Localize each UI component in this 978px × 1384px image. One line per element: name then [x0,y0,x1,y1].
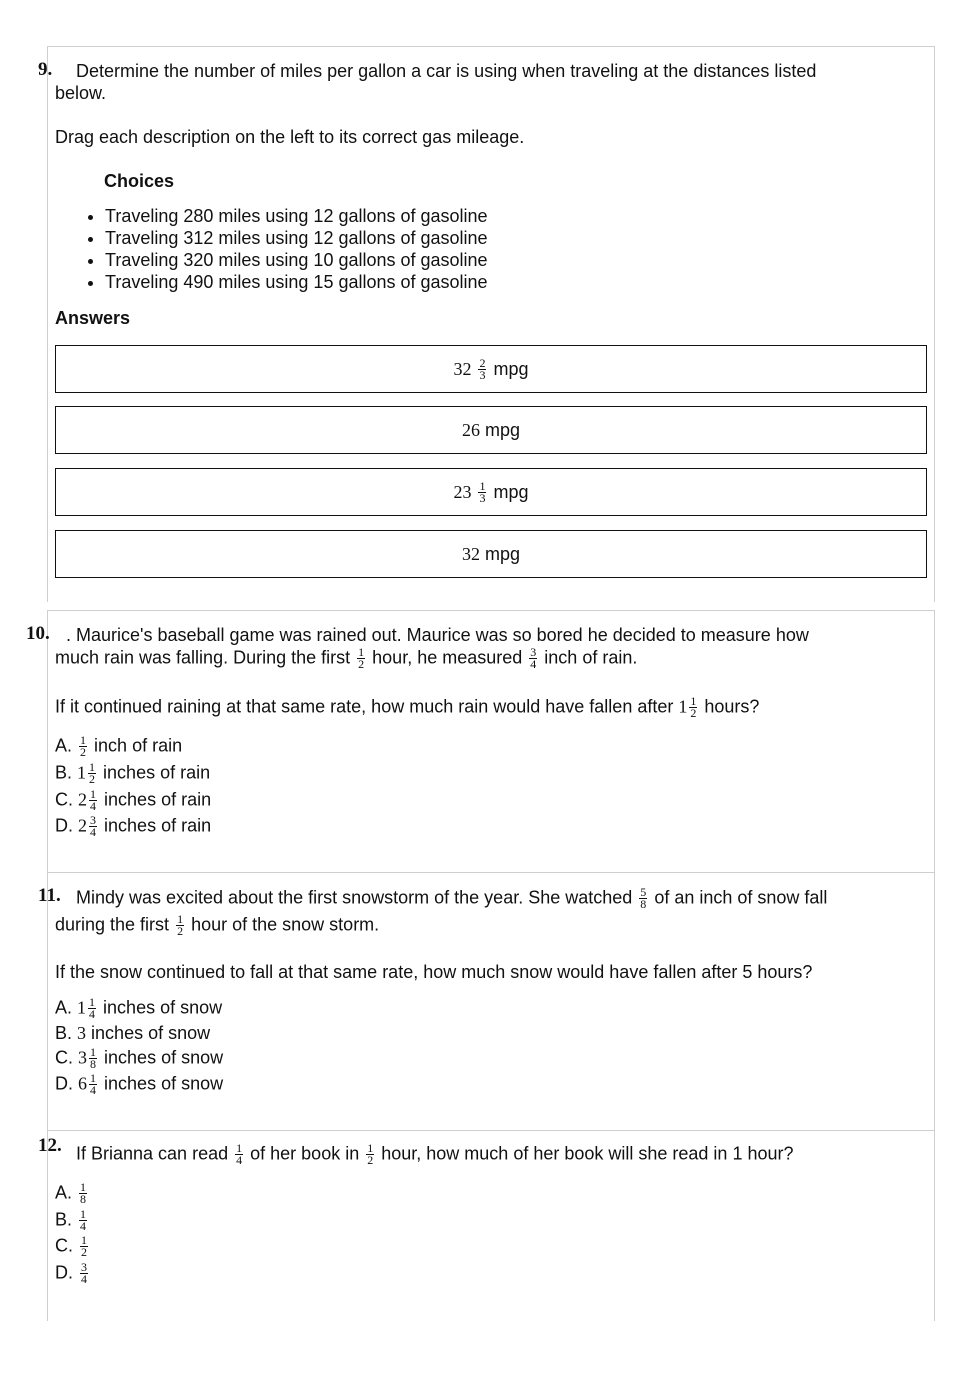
answer-option[interactable]: A. $\frac{1}{2}$ inch of rain [55,733,183,759]
answer-option[interactable]: D. $\frac{3}{4}$ [55,1260,88,1286]
answer-drop-zone[interactable] [55,345,927,393]
answer-fraction: 1 3 [479,478,486,505]
answer-fraction: 2 3 [479,355,486,382]
fraction: $\frac{1}{2}$ [177,912,184,938]
fraction: $\frac{1}{4}$ [236,1141,243,1167]
question-number: 12. [38,1135,62,1156]
question-prompt: If the snow continued to fall at that same rate, how much snow would have fallen after 5 hours? [55,962,813,982]
answer-option[interactable]: A. 1 $\frac{1}{4}$ inches of snow [55,995,223,1021]
answer-option[interactable]: C. $\frac{1}{2}$ [55,1233,88,1259]
question-number: 9. [38,59,53,80]
instruction-text: Drag each description on the left to its correct gas mileage. [55,127,525,147]
answer-unit: mpg [493,481,529,502]
answer-unit: mpg [485,543,521,564]
question-text: below. [55,83,107,103]
answer-option[interactable]: A. $\frac{1}{8}$ [55,1180,87,1206]
question-text: much rain was falling. During the first $\frac{1}{2}$ hour, he measured $\frac{3}{4}$ inch of rain. [55,645,638,671]
choice-item[interactable]: • Traveling 312 miles using 12 gallons of gasoline [105,227,488,249]
choice-item[interactable]: • Traveling 280 miles using 12 gallons of gasoline [105,205,488,227]
answer-drop-zone[interactable] [55,468,927,516]
choices-heading: Choices [104,171,175,191]
answer-option[interactable]: B. $\frac{1}{4}$ [55,1207,87,1233]
question-text: If Brianna can read $\frac{1}{4}$ of her book in $\frac{1}{2}$ hour, how much of her book will she read in 1 hour? [76,1141,794,1167]
question-10 [26,610,935,873]
question-11 [38,872,935,1131]
fraction: $\frac{5}{8}$ [640,885,647,911]
answer-option[interactable]: C. 3 $\frac{1}{8}$ inches of snow [55,1045,224,1071]
answer-unit: mpg [485,419,521,440]
choices-list [55,205,488,293]
fraction: $\frac{1}{2}$ [367,1141,374,1167]
question-prompt: If it continued raining at that same rate, how much rain would have fallen after 1 $\frac{1}{2}$ hours? [55,694,760,720]
answers-heading: Answers [55,308,131,328]
answer-whole: 32 [453,358,472,379]
answer-option[interactable]: D. 6 $\frac{1}{4}$ inches of snow [55,1071,224,1097]
fraction: $\frac{1}{2}$ [690,694,697,720]
answer-option[interactable]: B. 3 inches of snow [55,1023,211,1043]
answer-drop-zone[interactable] [55,530,927,578]
question-text: . Maurice's baseball game was rained out. Maurice was so bored he decided to measure how [66,625,809,645]
answer-option[interactable]: D. 2 $\frac{3}{4}$ inches of rain [55,813,212,839]
answer-drop-zone[interactable] [55,406,927,454]
question-text: during the first $\frac{1}{2}$ hour of the snow storm. [55,912,380,938]
choice-item[interactable]: • Traveling 320 miles using 10 gallons of gasoline [105,249,488,271]
question-text: Mindy was excited about the first snowstorm of the year. She watched $\frac{5}{8}$ of an inch of snow fall [76,885,828,911]
choice-item[interactable]: • Traveling 490 miles using 15 gallons of gasoline [105,271,488,293]
answer-option[interactable]: C. 2 $\frac{1}{4}$ inches of rain [55,787,212,813]
answer-whole: 26 [461,419,480,440]
question-number: 10. [26,623,50,644]
question-text: Determine the number of miles per gallon a car is using when traveling at the distances listed [76,61,817,81]
fraction: $\frac{1}{2}$ [358,645,365,671]
fraction: $\frac{3}{4}$ [530,645,537,671]
answer-whole: 32 [461,543,480,564]
question-12 [38,1130,935,1321]
question-number: 11. [38,885,61,906]
answer-option[interactable]: B. 1 $\frac{1}{2}$ inches of rain [55,760,211,786]
answer-unit: mpg [493,358,529,379]
question-9 [38,46,935,602]
answer-whole: 23 [453,481,472,502]
